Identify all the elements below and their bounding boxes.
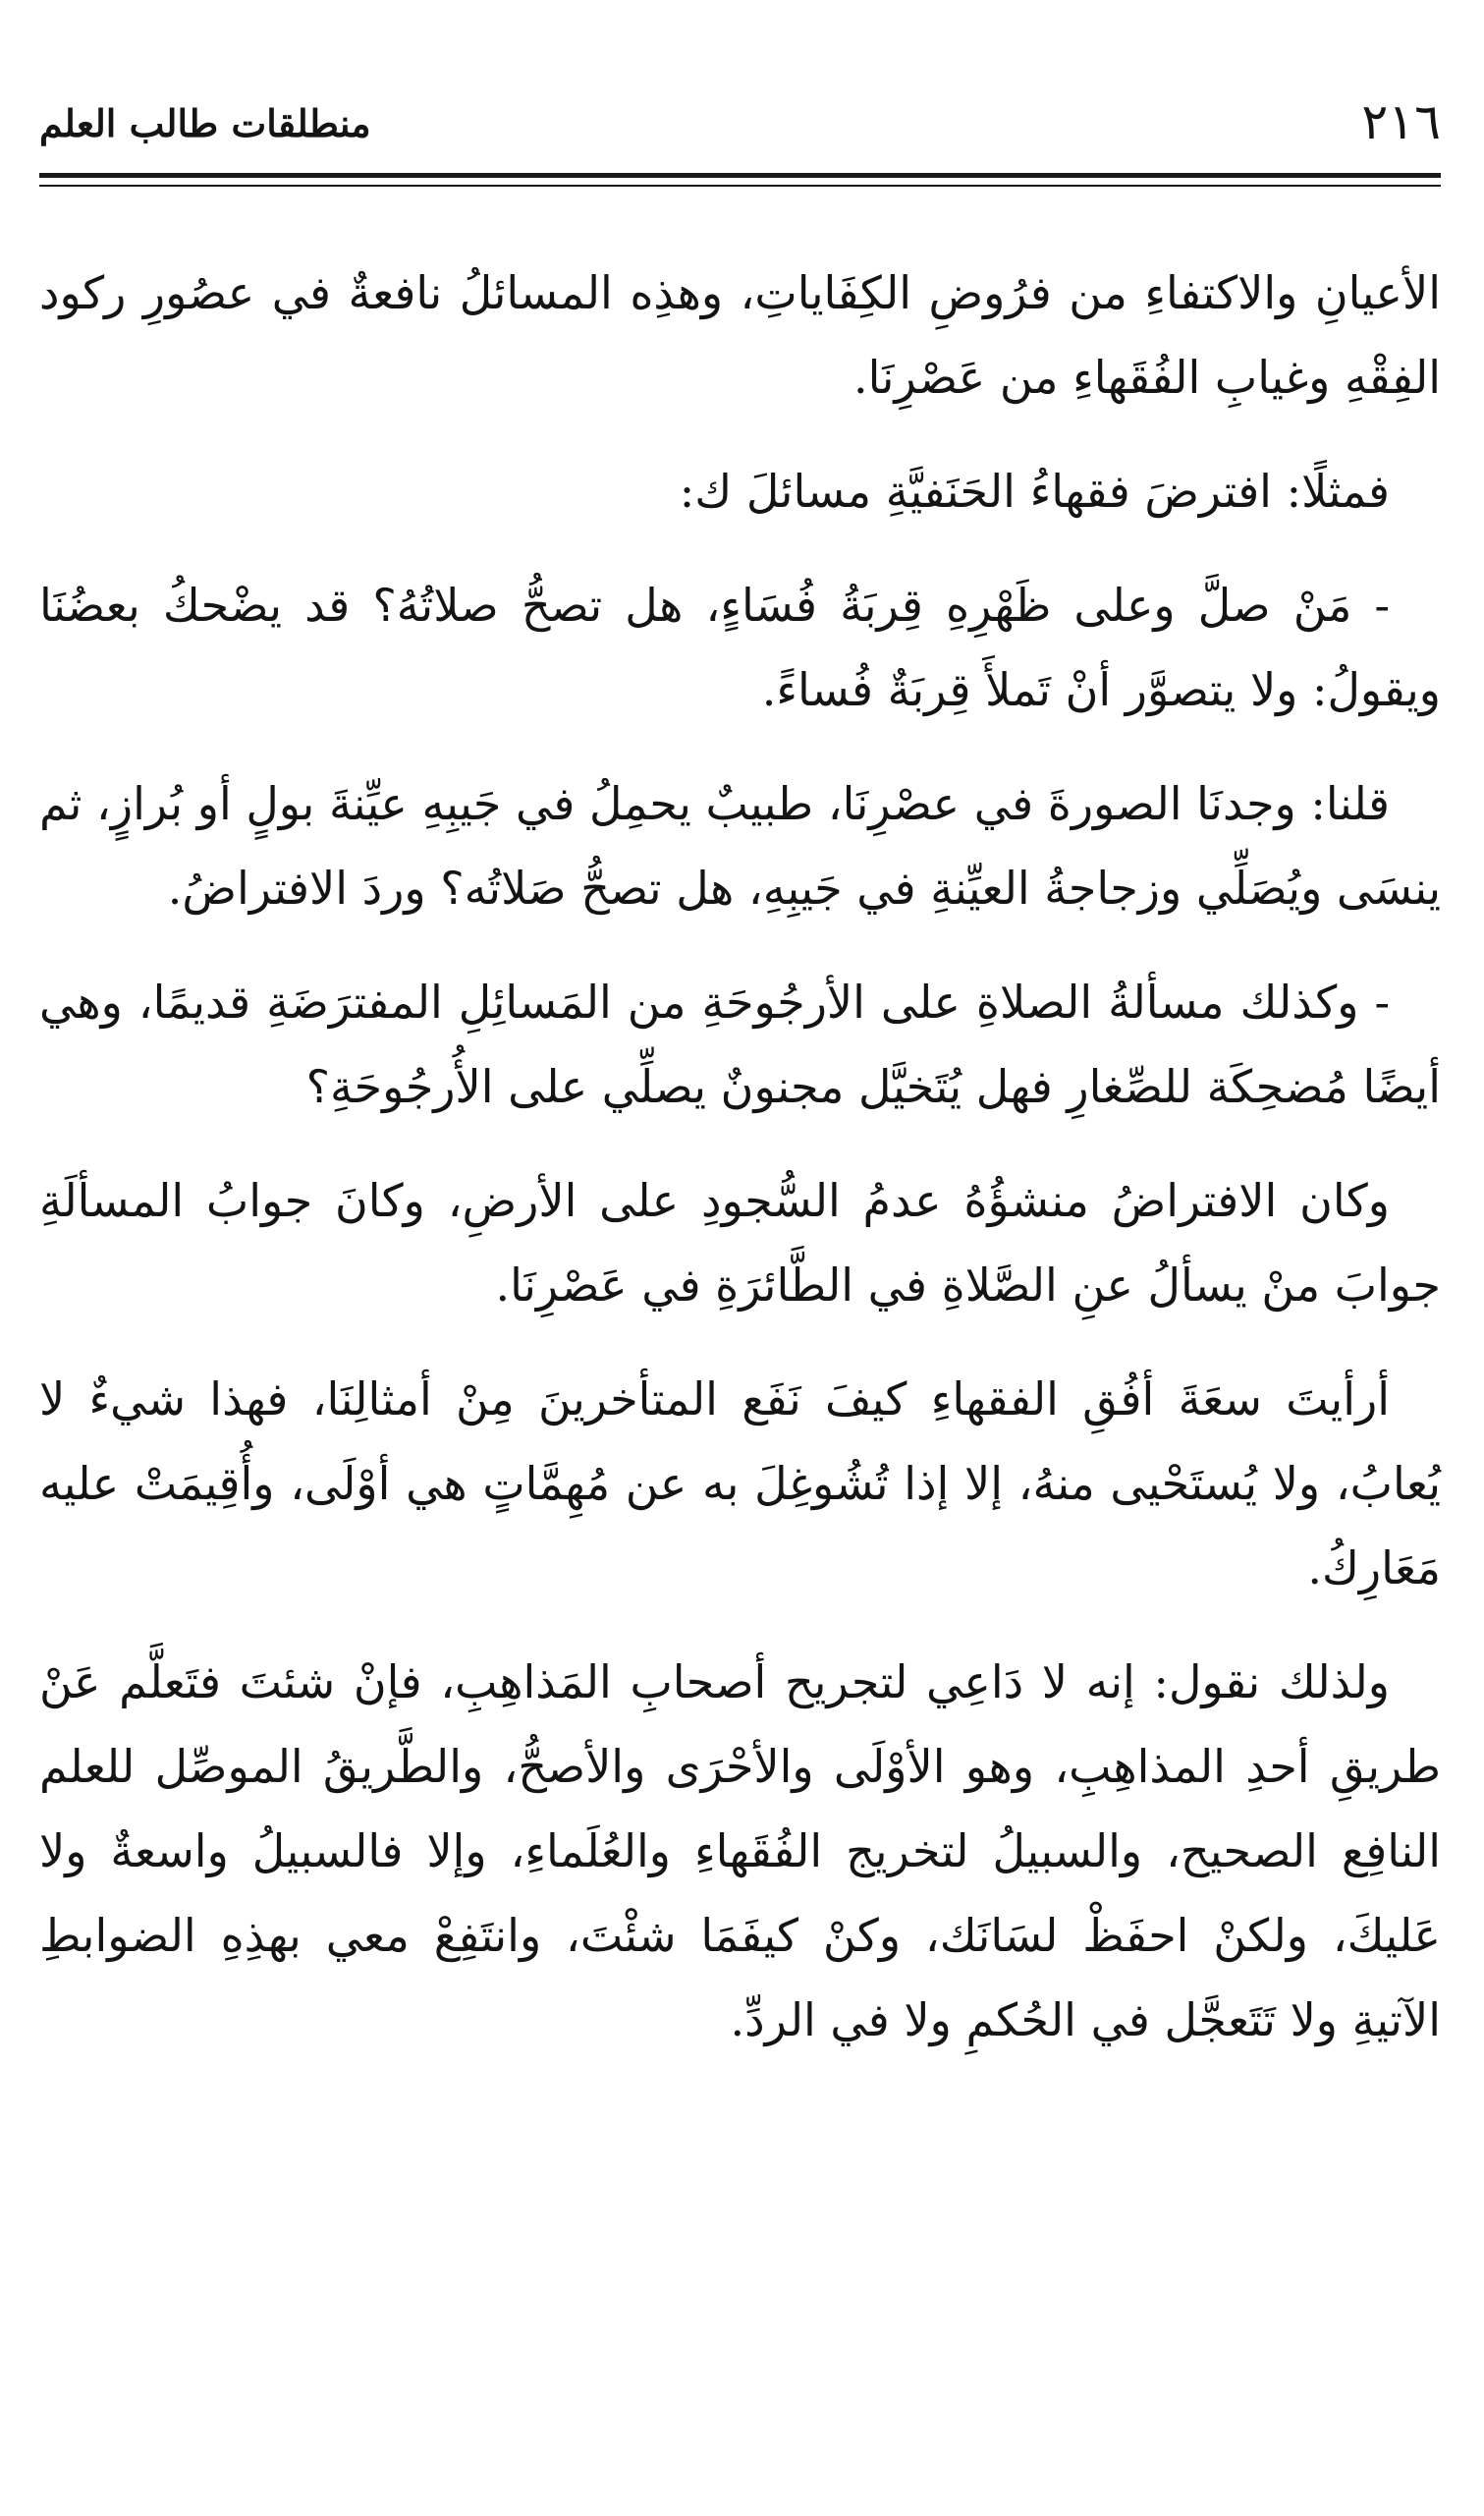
header-rule-thin bbox=[39, 185, 1441, 187]
paragraph-5: - وكذلك مسألةُ الصلاةِ على الأرجُوحَةِ من المَسائِلِ المفترَضَةِ قديمًا، وهي أيضًا مُضحِكَة للصِّغارِ فهل يُتَخيَّل مجنونٌ يصلِّي على الأُرجُوحَةِ؟ bbox=[39, 976, 1441, 1113]
paragraph-7: أرأيتَ سعَةَ أفُقِ الفقهاءِ كيفَ نَفَع المتأخرينَ مِنْ أمثالِنَا، فهذا شيءٌ لا يُعابُ، ولا يُستَحْيى منهُ، إلا إذا تُشُوغِلَ به عن مُهِمَّاتٍ هي أوْلَى، وأُقِيمَتْ عليه مَعَارِكُ. bbox=[39, 1372, 1441, 1594]
paragraph-1: الأعيانِ والاكتفاءِ من فرُوضِ الكِفَاياتِ، وهذِه المسائلُ نافعةٌ في عصُورِ ركود الفِقْهِ وغيابِ الفُقَهاءِ من عَصْرِنَا. bbox=[39, 266, 1441, 404]
paragraph-8: ولذلك نقول: إنه لا دَاعِي لتجريح أصحابِ المَذاهِبِ، فإنْ شئتَ فتَعلَّم عَنْ طريقِ أحدِ المذاهِبِ، وهو الأوْلَى والأحْرَى والأصحُّ، والطَّريقُ الموصِّل للعلم النافِع الصحيح، والسبيلُ لتخريج الفُقَهاءِ والعُلَماءِ، وإلا فالسبيلُ واسعةٌ ولا عَليكَ، ولكنْ احفَظْ لسَانَك، وكنْ كيفَمَا شئْتَ، وانتَفِعْ معي بهذِهِ الضوابطِ الآتيةِ ولا تَتَعجَّل في الحُكمِ ولا في الردِّ. bbox=[39, 1655, 1441, 2046]
paragraph-2: فمثلًا: افترضَ فقهاءُ الحَنَفيَّةِ مسائلَ ك: bbox=[679, 465, 1390, 518]
paragraph-6: وكان الافتراضُ منشؤُهُ عدمُ السُّجودِ على الأرضِ، وكانَ جوابُ المسألَةِ جوابَ منْ يسألُ عنِ الصَّلاةِ في الطَّائرَةِ في عَصْرِنَا. bbox=[39, 1174, 1441, 1312]
page-number: ٢١٦ bbox=[1361, 93, 1441, 150]
body-text bbox=[39, 251, 1441, 2092]
running-title: منطلقات طالب العلم bbox=[39, 101, 371, 145]
paragraph-4: قلنا: وجدنَا الصورةَ في عصْرِنَا، طبيبٌ يحمِلُ في جَيبِهِ عيِّنةَ بولٍ أو بُرازٍ، ثم ينسَى ويُصَلِّي وزجاجةُ العيِّنةِ في جَيبِهِ، هل تصحُّ صَلاتُه؟ وردَ الافتراضُ. bbox=[39, 777, 1441, 915]
header-rule-thick bbox=[39, 173, 1441, 178]
paragraph-3: - مَنْ صلَّ وعلى ظَهْرِهِ قِربَةُ فُسَاءٍ، هل تصحُّ صلاتُهُ؟ قد يضْحكُ بعضُنَا ويقولُ: ولا يتصوَّر أنْ تَملأَ قِربَةٌ فُساءً. bbox=[39, 579, 1441, 716]
page-header bbox=[39, 93, 1441, 162]
